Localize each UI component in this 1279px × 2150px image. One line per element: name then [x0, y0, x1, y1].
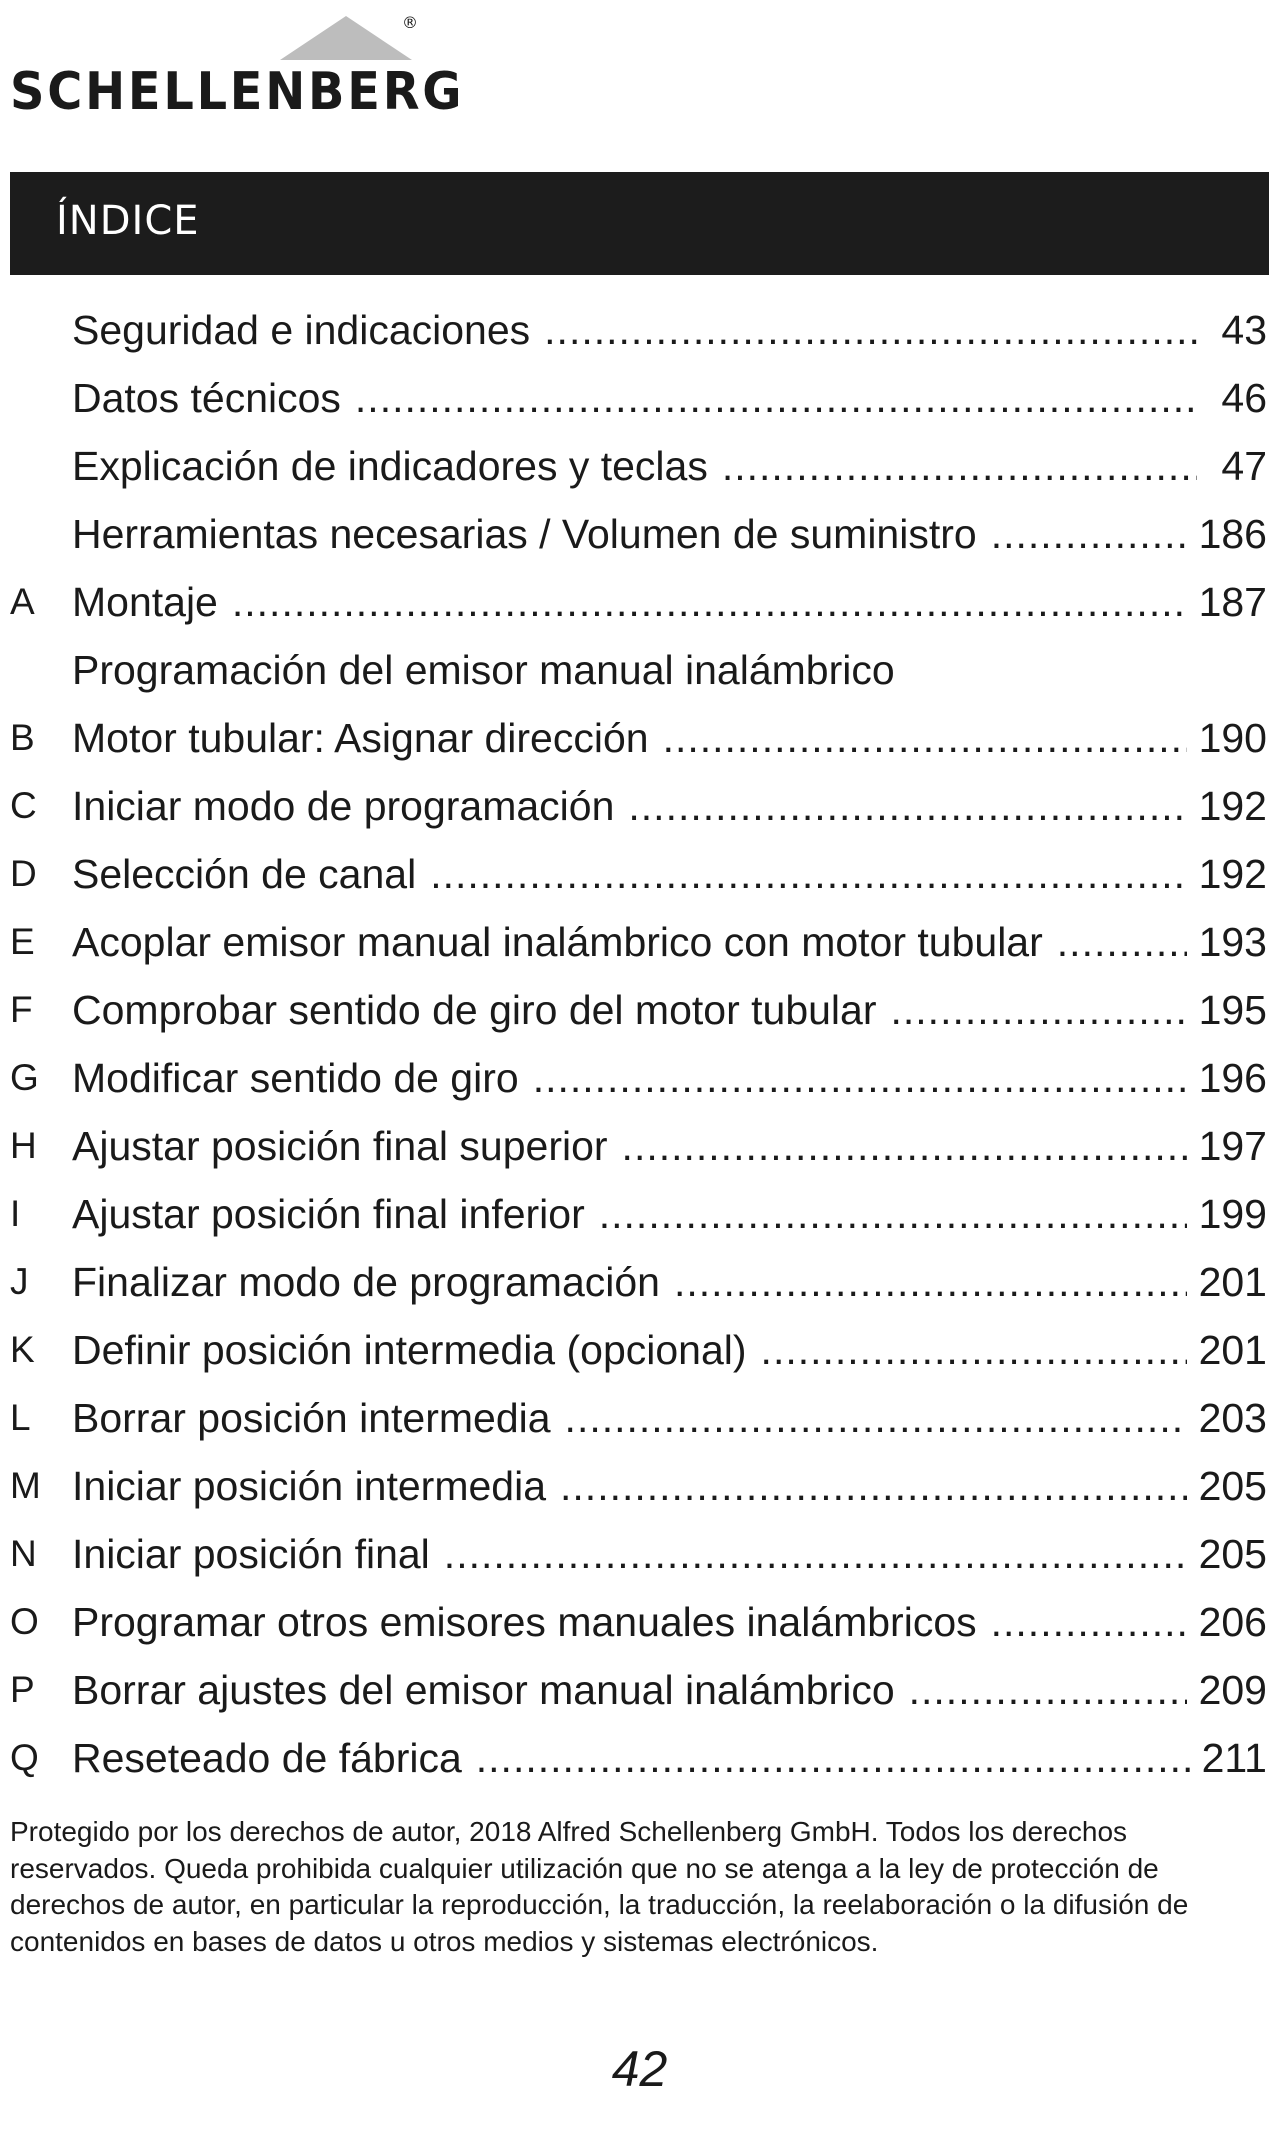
toc-entry-letter: F: [10, 989, 33, 1030]
toc-entry: [0, 568, 1279, 636]
toc-entry-title: Borrar posición intermedia: [72, 1395, 551, 1441]
toc-entry-title: Selección de canal: [72, 851, 417, 897]
toc-entry-page: 187: [1198, 579, 1267, 625]
toc-entry-title: Datos técnicos: [72, 375, 341, 421]
dot-leader: [628, 772, 1186, 840]
toc-entry-page: 192: [1198, 783, 1267, 829]
toc-entry-page: 46: [1221, 375, 1267, 421]
toc-entry-title: Ajustar posición final inferior: [72, 1191, 585, 1237]
toc-entry-page: 211: [1201, 1735, 1267, 1781]
toc-entry-page: 205: [1198, 1463, 1267, 1509]
toc-entry-page: 192: [1198, 851, 1267, 897]
toc-entry-page: 203: [1198, 1395, 1267, 1441]
toc-entry: [0, 1656, 1279, 1724]
dot-leader: [722, 432, 1197, 500]
dot-leader: [991, 500, 1187, 568]
toc-entry-page: 47: [1221, 443, 1267, 489]
toc-entry-title: Comprobar sentido de giro del motor tubular: [72, 987, 877, 1033]
dot-leader: [991, 1588, 1187, 1656]
dot-leader: [599, 1180, 1187, 1248]
roof-logo-icon: [10, 8, 430, 68]
toc-entry: [0, 1520, 1279, 1588]
toc-entry-letter: L: [10, 1397, 31, 1438]
toc-entry-title: Seguridad e indicaciones: [72, 307, 531, 353]
toc-entry: [0, 1384, 1279, 1452]
toc-entry-letter: K: [10, 1329, 35, 1370]
toc-entry-title: Iniciar posición intermedia: [72, 1463, 547, 1509]
toc-entry: [0, 840, 1279, 908]
toc-entry-title: Finalizar modo de programación: [72, 1259, 660, 1305]
dot-leader: [1057, 908, 1187, 976]
toc-entry-letter: G: [10, 1057, 39, 1098]
toc-entry: [0, 1588, 1279, 1656]
toc-entry-page: 201: [1198, 1259, 1267, 1305]
toc-entry-page: 190: [1198, 715, 1267, 761]
toc-entry-letter: O: [10, 1601, 39, 1642]
dot-leader: [909, 1656, 1187, 1724]
toc-entry: [0, 1452, 1279, 1520]
toc-entry-title: Reseteado de fábrica: [72, 1735, 462, 1781]
toc-entry-letter: J: [10, 1261, 29, 1302]
toc-entry: [0, 364, 1279, 432]
registered-mark: ®: [402, 13, 418, 32]
dot-leader: [232, 568, 1187, 636]
toc-entry-letter: H: [10, 1125, 37, 1166]
dot-leader: [663, 704, 1187, 772]
dot-leader: [674, 1248, 1187, 1316]
toc-entry-page: 205: [1198, 1531, 1267, 1577]
toc-entry-letter: B: [10, 717, 35, 758]
toc-entry-title: Acoplar emisor manual inalámbrico con motor tubular: [72, 919, 1043, 965]
toc-entry-letter: A: [10, 581, 35, 622]
toc-entry-page: 43: [1221, 307, 1267, 353]
toc-entry-title: Explicación de indicadores y teclas: [72, 443, 708, 489]
dot-leader: [565, 1384, 1187, 1452]
toc-entry-letter: E: [10, 921, 35, 962]
toc-entry-letter: D: [10, 853, 37, 894]
toc-entry: [0, 296, 1279, 364]
toc-entry-title: Borrar ajustes del emisor manual inalámbrico: [72, 1667, 895, 1713]
dot-leader: [430, 840, 1186, 908]
toc-entry-title: Programación del emisor manual inalámbrico: [72, 647, 895, 693]
page-number: 42: [611, 2041, 668, 2097]
toc-entry-title: Herramientas necesarias / Volumen de suministro: [72, 511, 977, 557]
toc-entry-title: Iniciar posición final: [72, 1531, 430, 1577]
toc-entry: [0, 1724, 1279, 1792]
page-title: ÍNDICE: [56, 198, 200, 244]
toc-entry-page: 193: [1198, 919, 1267, 965]
toc-entry-letter: Q: [10, 1737, 39, 1778]
toc-entry-letter: M: [10, 1465, 41, 1506]
toc-entry-page: 197: [1198, 1123, 1267, 1169]
dot-leader: [355, 364, 1197, 432]
toc-entry: [0, 976, 1279, 1044]
brand-logo: [10, 8, 465, 122]
toc-entry-page: 201: [1198, 1327, 1267, 1373]
toc-entry: [0, 704, 1279, 772]
dot-leader: [891, 976, 1187, 1044]
toc-entry: [0, 772, 1279, 840]
toc-entry-letter: C: [10, 785, 37, 826]
toc-entry-title: Montaje: [72, 579, 218, 625]
dot-leader: [476, 1724, 1190, 1792]
dot-leader: [544, 296, 1197, 364]
toc-entry: [0, 1180, 1279, 1248]
dot-leader: [560, 1452, 1187, 1520]
copyright-notice: Protegido por los derechos de autor, 2018 Alfred Schellenberg GmbH. Todos los derechos reservados. Queda prohibida cualquier utilización que no se atenga a la ley de protección de derechos de autor, en particular la reproducción, la traducción, la reelaboración o la difusión de contenidos en bases de datos u otros medios y sistemas electrónicos.: [10, 1816, 1189, 1957]
toc-entry-title: Iniciar modo de programación: [72, 783, 615, 829]
dot-leader: [444, 1520, 1187, 1588]
toc-entry: [0, 1248, 1279, 1316]
toc-entry-letter: N: [10, 1533, 37, 1574]
toc-entry: [0, 1112, 1279, 1180]
toc-entry-page: 195: [1198, 987, 1267, 1033]
toc-section-heading: [0, 636, 1279, 704]
toc-entry-letter: P: [10, 1669, 35, 1710]
table-of-contents: [0, 296, 1279, 1792]
toc-entry: [0, 908, 1279, 976]
toc-entry-page: 196: [1198, 1055, 1267, 1101]
brand-name: SCHELLENBERG: [10, 62, 465, 122]
toc-entry-title: Definir posición intermedia (opcional): [72, 1327, 747, 1373]
toc-entry-letter: I: [10, 1193, 21, 1234]
toc-entry-title: Motor tubular: Asignar dirección: [72, 715, 649, 761]
index-header-bar: [10, 172, 1269, 275]
toc-entry-page: 186: [1198, 511, 1267, 557]
toc-entry-title: Ajustar posición final superior: [72, 1123, 608, 1169]
toc-entry-page: 199: [1198, 1191, 1267, 1237]
toc-entry-title: Modificar sentido de giro: [72, 1055, 519, 1101]
dot-leader: [533, 1044, 1187, 1112]
dot-leader: [761, 1316, 1187, 1384]
toc-entry: [0, 1044, 1279, 1112]
toc-entry: [0, 1316, 1279, 1384]
dot-leader: [622, 1112, 1187, 1180]
toc-entry: [0, 432, 1279, 500]
toc-entry-page: 206: [1198, 1599, 1267, 1645]
toc-entry: [0, 500, 1279, 568]
toc-entry-page: 209: [1198, 1667, 1267, 1713]
toc-entry-title: Programar otros emisores manuales inalámbricos: [72, 1599, 977, 1645]
